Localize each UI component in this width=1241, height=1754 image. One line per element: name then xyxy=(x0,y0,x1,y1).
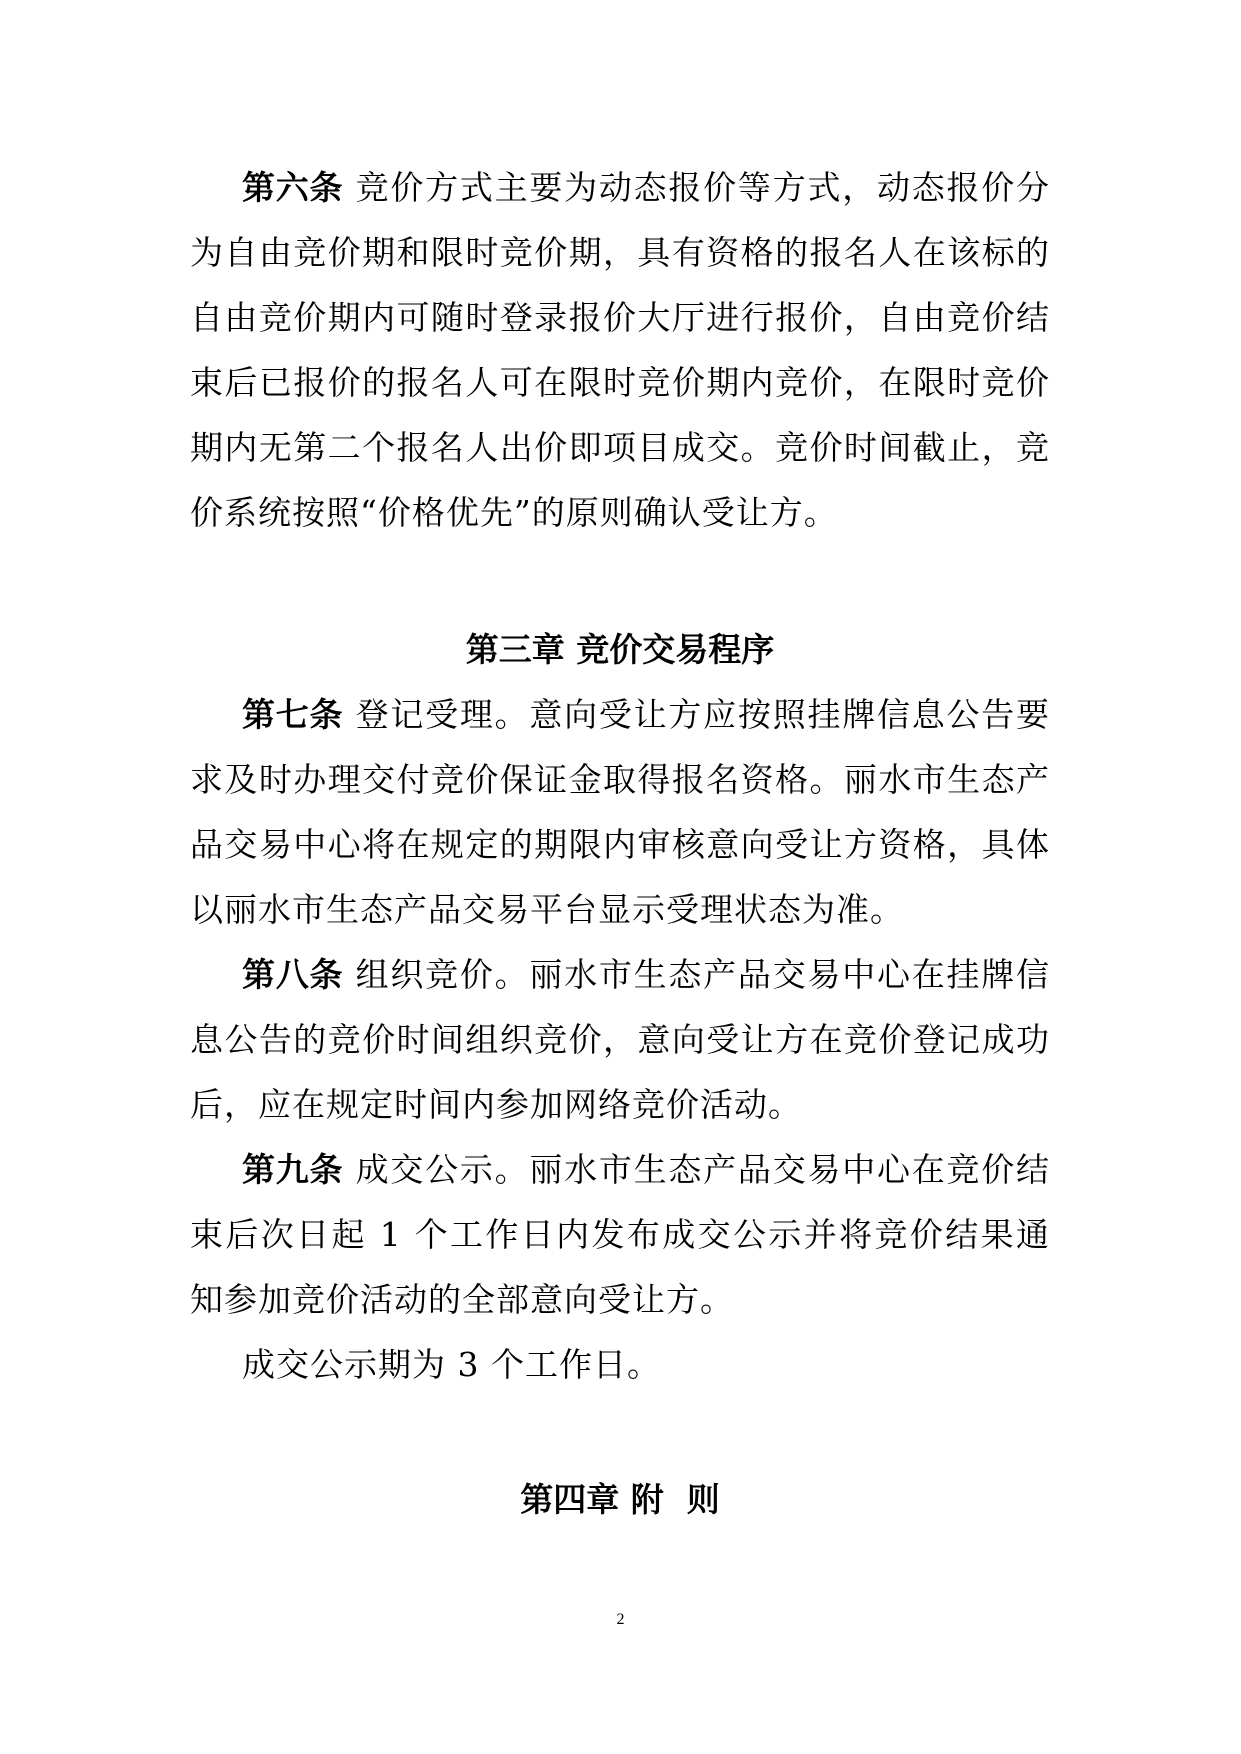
article-9-extra: 成交公示期为 3 个工作日。 xyxy=(242,1345,661,1384)
article-6-body: 竞价方式主要为动态报价等方式，动态报价分为自由竞价期和限时竞价期，具有资格的报名人在该标的自由竞价期内可随时登录报价大厅进行报价，自由竞价结束后已报价的报名人可在限时竞价期内竞价，在限时竞价期内无第二个报名人出价即项目成交。竞价时间截止，竞价系统按照“价格优先”的原则确认受让方。 xyxy=(190,168,1051,532)
chapter-4-heading: 第四章 附 则 xyxy=(520,1480,720,1519)
document-body xyxy=(190,155,1050,1532)
page-number: 2 xyxy=(616,1611,625,1628)
article-7-body: 登记受理。意向受让方应按照挂牌信息公告要求及时办理交付竞价保证金取得报名资格。丽水市生态产品交易中心将在规定的期限内审核意向受让方资格，具体以丽水市生态产品交易平台显示受理状态为准。 xyxy=(190,695,1051,929)
article-8-body: 组织竞价。丽水市生态产品交易中心在挂牌信息公告的竞价时间组织竞价，意向受让方在竞价登记成功后，应在规定时间内参加网络竞价活动。 xyxy=(190,955,1051,1124)
article-8 xyxy=(190,942,1050,1137)
article-8-title: 第八条 xyxy=(242,955,344,994)
article-9 xyxy=(190,1137,1050,1332)
article-9-body: 成交公示。丽水市生态产品交易中心在竞价结束后次日起 1 个工作日内发布成交公示并将竞价结果通知参加竞价活动的全部意向受让方。 xyxy=(190,1150,1051,1319)
chapter-3-heading: 第三章 竞价交易程序 xyxy=(465,630,775,669)
article-6 xyxy=(190,155,1050,545)
article-9-title: 第九条 xyxy=(242,1150,344,1189)
article-7-title: 第七条 xyxy=(242,695,344,734)
article-7 xyxy=(190,682,1050,942)
article-6-title: 第六条 xyxy=(242,168,344,207)
